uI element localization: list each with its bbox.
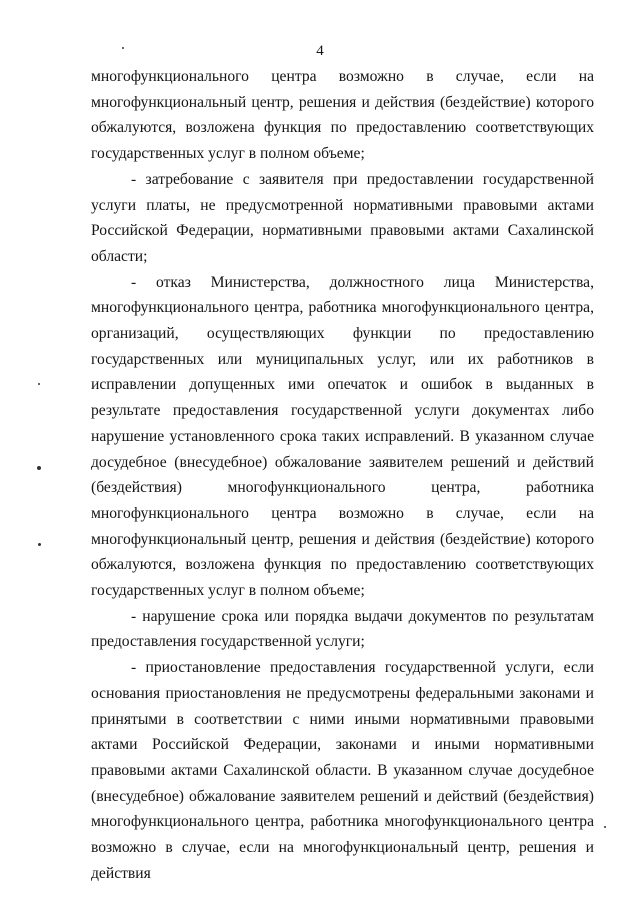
scan-speck (38, 383, 40, 385)
scan-speck (38, 543, 41, 546)
scan-speck (122, 47, 124, 49)
paragraph-fee-demand: - затребование с заявителя при предоставлении государственной услуги платы, не предусмотренной нормативными правовыми актами Российской Федерации, нормативными правовыми актами Сахалинской области; (91, 170, 594, 265)
body-text (91, 64, 594, 887)
paragraph-issue-violation: - нарушение срока или порядка выдачи документов по результатам предоставления государственной услуги; (91, 607, 594, 651)
paragraph-correction-refusal: - отказ Министерства, должностного лица Министерства, многофункционального центра, работника многофункционального центра, организаций, осуществляющих функции по предоставлению государственных или муниципальных услуг, или их работников в исправлении допущенных ими опечаток и ошибок в выданных в результате предоставления государственной услуги документах либо нарушение установленного срока таких исправлений. В указанном случае досудебное (внесудебное) обжалование заявителем решений и действий (бездействия) многофункционального центра, работника многофункционального центра возможно в случае, если на многофункциональный центр, решения и действия (бездействие) которого обжалуются, возложена функция по предоставлению соответствующих государственных услуг в полном объеме; (91, 273, 594, 600)
paragraph-continuation: многофункционального центра возможно в случае, если на многофункциональный центр, решения и действия (бездействие) которого обжалуются, возложена функция по предоставлению соответствующих государственных услуг в полном объеме; (91, 68, 594, 163)
page-number: 4 (316, 43, 324, 59)
scan-speck (604, 826, 606, 828)
paragraph-suspension: - приостановление предоставления государственной услуги, если основания приостановления не предусмотрены федеральными законами и принятыми в соответствии с ними иными нормативными правовыми актами Российской Федерации, законами и иными нормативными правовыми актами Сахалинской области. В указанном случае досудебное (внесудебное) обжалование заявителем решений и действий (бездействия) многофункционального центра, работника многофункционального центра возможно в случае, если на многофункциональный центр, решения и действия (91, 659, 594, 882)
scan-speck (37, 466, 41, 470)
